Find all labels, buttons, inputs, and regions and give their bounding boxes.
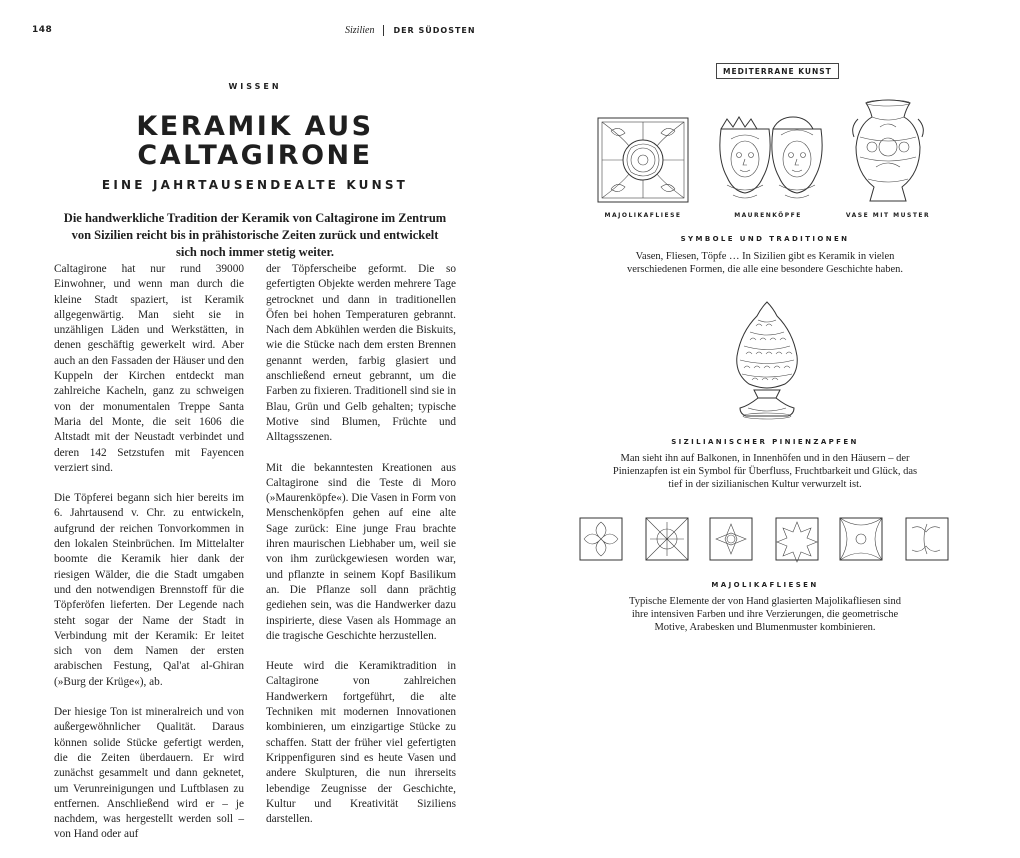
majolica-tiles-row-illustration xyxy=(578,516,956,564)
paragraph: Die Töpferei begann sich hier bereits im 6. Jahrtausend v. Chr. zu entwickeln, aufgrund der reichen Tonvorkommen in den lokalen Steinbrüchen. Im Mittelalter boomte die Keramik hier dank der riesigen Wälder, die die Stadt umgaben und den notwendigen Brennstoff für die Töpferöfen lieferten. Der Legende nach steht sogar der Name der Stadt in Verbindung mit der Keramik: Er leitet sich von dem Namen der ersten arabischen Festung, Qal'at al-Ghiran (»Burg der Krüge«), ab. xyxy=(54,492,244,688)
tile-3 xyxy=(710,518,752,560)
moor-heads-illustration xyxy=(713,115,823,205)
heading-majolikafliesen: MAJOLIKAFLIESEN xyxy=(711,581,819,589)
article-kicker: WISSEN xyxy=(228,82,282,91)
article-title: KERAMIK AUS CALTAGIRONE xyxy=(136,111,374,171)
text-column-1 xyxy=(54,262,244,858)
paragraph: Caltagirone hat nur rund 39000 Einwohner, und wenn man durch die kleine Stadt spaziert, ist Keramik allgegenwärtig. Man sieht sie in unzähligen Läden und Werkstätten, in denen geschäftig gewerkelt wird. Aber auch an den Fassaden der Häuser und den Kuppeln der Kirchen entdeckt man zahlreiche Kacheln, ganz zu schweigen von der monumentalen Treppe Santa Maria del Monte, die seit 1606 die Altstadt mit der Neustadt verbindet und deren 142 Setzstufen mit Fayencen verziert sind. xyxy=(54,263,244,474)
patterned-vase-illustration xyxy=(850,97,926,205)
heading-symbole: SYMBOLE UND TRADITIONEN xyxy=(680,235,850,243)
paragraph: Heute wird die Keramiktradition in Caltagirone von zahlreichen Handwerkern fortgeführt, die alte Techniken mit modernen Innovationen kombinieren, um einzigartige Stücke zu schaffen. Statt der früher viel gefertigten Krippenfiguren sind es heute Vasen und andere Skulpturen, die nun ihrerseits lebendige Zeugnisse der Geschichte, Kultur und Kreativität Siziliens darstellen. xyxy=(266,660,456,826)
caption-vase-mit-muster: VASE MIT MUSTER xyxy=(845,212,931,219)
caption-majolikafliese: MAJOLIKAFLIESE xyxy=(604,212,682,219)
text-column-2 xyxy=(266,262,456,842)
tile-4 xyxy=(776,518,818,562)
article-lead: Die handwerkliche Tradition der Keramik von Caltagirone im Zentrum von Sizilien reicht bis in prähistorische Zeiten zurück und entwickelt sich noch immer stetig weiter. xyxy=(63,211,447,259)
paragraph: Der hiesige Ton ist mineralreich und von außergewöhnlicher Qualität. Daraus können solide Stücke gefertigt werden, die die Zeiten überdauern. Er wird zunächst gesammelt und dann geknetet, um Verunreinigungen und Luftblasen zu entfernen. Anschließend wird er – je nachdem, was hergestellt werden soll – von Hand oder auf xyxy=(54,706,244,841)
tile-2 xyxy=(646,518,688,560)
tile-5 xyxy=(840,518,882,560)
section-name: Sizilien xyxy=(345,25,375,36)
article-subtitle: EINE JAHRTAUSENDEALTE KUNST xyxy=(101,178,409,192)
chapter-name: DER SÜDOSTEN xyxy=(393,26,476,35)
text-symbole: Vasen, Fliesen, Töpfe … In Sizilien gibt es Keramik in vielen verschiedenen Formen, die alle eine besondere Geschichte haben. xyxy=(626,251,904,275)
page-number: 148 xyxy=(32,25,53,35)
paragraph: der Töpferscheibe geformt. Die so gefertigten Objekte werden mehrere Tage getrocknet und dann in traditionellen Öfen bei hohen Temperaturen gebrannt. Nach dem Abkühlen werden die Biskuits, wie die Stücke nach dem ersten Brennen genannt werden, farbig glasiert und anschließend erneut gebrannt, um die Farben zu fixieren. Traditionell sind sie in Blau, Grün und Gelb gehalten; typische Motive sind Blumen, Früchte und Alltagsszenen. xyxy=(266,263,456,444)
category-tag: MEDITERRANE KUNST xyxy=(716,63,839,79)
text-pinienzapfen: Man sieht ihn auf Balkonen, in Innenhöfen und in den Häusern – der Pinienzapfen ist ein Symbol für Überfluss, Fruchtbarkeit und Glück, das tief in der sizilianischen Kultur verwurzelt ist. xyxy=(612,453,918,490)
header-divider xyxy=(383,25,384,36)
running-head xyxy=(345,25,515,36)
caption-maurenkoepfe: MAURENKÖPFE xyxy=(734,212,802,219)
pinecone-illustration xyxy=(730,300,804,422)
majolica-tile-illustration xyxy=(597,117,689,203)
tile-6 xyxy=(906,518,948,560)
tile-1 xyxy=(580,518,622,560)
text-majolikafliesen: Typische Elemente der von Hand glasierten Majolikafliesen sind ihre intensiven Farben und ihre Verzierungen, die geometrische Motive, Arabesken und Blumenmuster kombinieren. xyxy=(629,596,901,633)
paragraph: Mit die bekanntesten Kreationen aus Caltagirone sind die Teste di Moro (»Maurenköpfe«). Die Vasen in Form von Menschenköpfen gehen auf eine alte Sage zurück: Eine junge Frau brachte ihren maurischen Liebhaber um, weil sie von ihm zurückgewiesen worden war, und pflanzte in seinem Kopf Basilikum an. Die Pflanze soll dann prächtig gediehen sein, was die Handwerker dazu inspirierte, diese Vasen als Hommage an die tragische Geschichte herzustellen. xyxy=(266,461,456,642)
heading-pinienzapfen: SIZILIANISCHER PINIENZAPFEN xyxy=(671,438,859,446)
